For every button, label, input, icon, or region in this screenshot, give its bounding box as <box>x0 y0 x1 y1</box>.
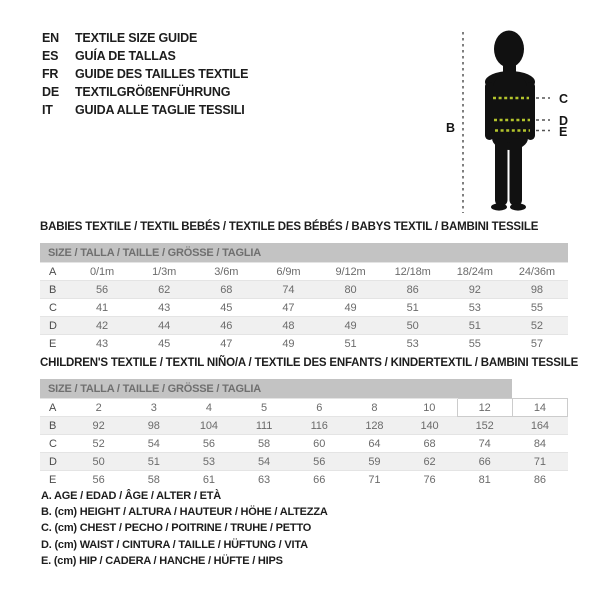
size-cell: 68 <box>195 281 257 299</box>
children-table-header-row <box>40 379 568 399</box>
guide-title-en: TEXTILE SIZE GUIDE <box>75 31 198 45</box>
children-row-C <box>40 435 568 453</box>
lang-row-fr <box>42 65 248 83</box>
size-cell: 1/3m <box>133 263 195 281</box>
lang-code: EN <box>42 31 59 45</box>
size-cell: 71 <box>512 453 567 471</box>
row-label: C <box>40 299 71 317</box>
size-cell: 42 <box>71 317 133 335</box>
size-cell: 10 <box>402 399 457 417</box>
size-cell: 62 <box>402 453 457 471</box>
size-cell: 54 <box>236 453 291 471</box>
size-cell: 56 <box>71 471 126 489</box>
size-header-bar: SIZE / TALLA / TAILLE / GRÖSSE / TAGLIA <box>40 243 568 263</box>
size-cell: 60 <box>292 435 347 453</box>
babies-row-B <box>40 281 568 299</box>
size-cell: 66 <box>457 453 512 471</box>
row-label: B <box>40 417 71 435</box>
size-cell: 58 <box>126 471 181 489</box>
size-cell: 98 <box>506 281 568 299</box>
babies-row-E <box>40 335 568 353</box>
size-cell: 164 <box>512 417 567 435</box>
size-cell: 12/18m <box>382 263 444 281</box>
size-cell: 49 <box>320 299 382 317</box>
size-cell: 76 <box>402 471 457 489</box>
size-cell: 51 <box>444 317 506 335</box>
size-cell: 53 <box>382 335 444 353</box>
size-cell: 81 <box>457 471 512 489</box>
size-cell: 2 <box>71 399 126 417</box>
size-cell: 51 <box>320 335 382 353</box>
size-cell: 24/36m <box>506 263 568 281</box>
language-title-list <box>42 29 248 119</box>
size-cell: 12 <box>457 399 512 417</box>
size-cell: 66 <box>292 471 347 489</box>
lang-row-en <box>42 29 248 47</box>
legend-waist: D. (cm) WAIST / CINTURA / TAILLE / HÜFTUNG / VITA <box>41 538 308 551</box>
size-cell: 52 <box>506 317 568 335</box>
row-label: A <box>40 399 71 417</box>
size-cell: 45 <box>195 299 257 317</box>
size-cell: 57 <box>506 335 568 353</box>
row-label: B <box>40 281 71 299</box>
babies-size-table <box>40 243 568 352</box>
size-cell: 53 <box>181 453 236 471</box>
size-cell: 140 <box>402 417 457 435</box>
size-cell: 5 <box>236 399 291 417</box>
size-cell: 92 <box>71 417 126 435</box>
babies-row-D <box>40 317 568 335</box>
size-cell: 80 <box>320 281 382 299</box>
size-cell: 50 <box>71 453 126 471</box>
lang-code: ES <box>42 49 59 63</box>
size-cell: 0/1m <box>71 263 133 281</box>
size-cell: 48 <box>257 317 319 335</box>
size-cell: 53 <box>444 299 506 317</box>
size-cell: 116 <box>292 417 347 435</box>
lang-code: DE <box>42 85 59 99</box>
guide-title-fr: GUIDE DES TAILLES TEXTILE <box>75 67 249 81</box>
size-cell: 50 <box>382 317 444 335</box>
size-cell: 61 <box>181 471 236 489</box>
size-cell: 41 <box>71 299 133 317</box>
size-cell: 56 <box>181 435 236 453</box>
guide-title-de: TEXTILGRÖßENFÜHRUNG <box>75 85 231 99</box>
size-cell: 55 <box>444 335 506 353</box>
size-cell: 111 <box>236 417 291 435</box>
size-cell: 52 <box>71 435 126 453</box>
size-cell: 14 <box>512 399 567 417</box>
child-silhouette-figure <box>440 8 600 230</box>
size-cell: 98 <box>126 417 181 435</box>
children-table-title: CHILDREN'S TEXTILE / TEXTIL NIÑO/A / TEXTILE DES ENFANTS / KINDERTEXTIL / BAMBINI TESSILE <box>40 357 579 369</box>
babies-row-A <box>40 263 568 281</box>
size-cell: 6 <box>292 399 347 417</box>
size-cell: 9/12m <box>320 263 382 281</box>
size-cell: 45 <box>133 335 195 353</box>
size-cell: 64 <box>347 435 402 453</box>
hip-label: E <box>559 125 568 139</box>
child-silhouette <box>485 31 535 211</box>
size-cell: 43 <box>71 335 133 353</box>
size-cell: 4 <box>181 399 236 417</box>
children-row-A <box>40 399 568 417</box>
row-label: C <box>40 435 71 453</box>
children-row-D <box>40 453 568 471</box>
row-label: D <box>40 453 71 471</box>
size-cell: 104 <box>181 417 236 435</box>
size-cell: 59 <box>347 453 402 471</box>
lang-row-de <box>42 83 248 101</box>
measurement-diagram <box>440 8 600 230</box>
size-cell: 128 <box>347 417 402 435</box>
row-label: D <box>40 317 71 335</box>
size-cell: 74 <box>257 281 319 299</box>
size-cell: 71 <box>347 471 402 489</box>
row-label: A <box>40 263 71 281</box>
babies-table-title: BABIES TEXTILE / TEXTIL BEBÉS / TEXTILE DES BÉBÉS / BABYS TEXTIL / BAMBINI TESSILE <box>40 221 539 233</box>
row-label: E <box>40 335 71 353</box>
legend-age: A. AGE / EDAD / ÂGE / ALTER / ETÀ <box>41 490 222 502</box>
size-cell: 152 <box>457 417 512 435</box>
size-cell: 58 <box>236 435 291 453</box>
size-cell: 47 <box>195 335 257 353</box>
size-cell: 51 <box>382 299 444 317</box>
size-cell: 18/24m <box>444 263 506 281</box>
size-cell: 49 <box>320 317 382 335</box>
legend-height: B. (cm) HEIGHT / ALTURA / HAUTEUR / HÖHE / ALTEZZA <box>41 506 328 519</box>
size-cell: 74 <box>457 435 512 453</box>
legend-hip: E. (cm) HIP / CADERA / HANCHE / HÜFTE / HIPS <box>41 554 283 567</box>
lang-row-es <box>42 47 248 65</box>
size-cell: 86 <box>512 471 567 489</box>
size-cell: 8 <box>347 399 402 417</box>
legend-chest: C. (cm) CHEST / PECHO / POITRINE / TRUHE / PETTO <box>41 522 312 535</box>
guide-title-it: GUIDA ALLE TAGLIE TESSILI <box>75 103 245 117</box>
chest-label: C <box>559 92 569 106</box>
size-cell: 6/9m <box>257 263 319 281</box>
size-cell: 3 <box>126 399 181 417</box>
height-label: B <box>446 121 456 135</box>
size-cell: 44 <box>133 317 195 335</box>
babies-row-C <box>40 299 568 317</box>
size-cell: 84 <box>512 435 567 453</box>
size-cell: 56 <box>71 281 133 299</box>
lang-code: IT <box>42 103 53 117</box>
size-cell: 86 <box>382 281 444 299</box>
row-label: E <box>40 471 71 489</box>
size-cell: 56 <box>292 453 347 471</box>
children-row-B <box>40 417 568 435</box>
children-size-table <box>40 379 568 488</box>
lang-code: FR <box>42 67 59 81</box>
size-cell: 63 <box>236 471 291 489</box>
size-header-bar: SIZE / TALLA / TAILLE / GRÖSSE / TAGLIA <box>40 379 568 399</box>
babies-table-header-row <box>40 243 568 263</box>
children-row-E <box>40 471 568 489</box>
size-cell: 3/6m <box>195 263 257 281</box>
size-cell: 51 <box>126 453 181 471</box>
measurement-legend <box>41 488 328 569</box>
size-cell: 62 <box>133 281 195 299</box>
size-cell: 43 <box>133 299 195 317</box>
size-cell: 68 <box>402 435 457 453</box>
size-cell: 46 <box>195 317 257 335</box>
size-cell: 47 <box>257 299 319 317</box>
size-cell: 55 <box>506 299 568 317</box>
guide-title-es: GUÍA DE TALLAS <box>75 49 176 63</box>
waist-label: D <box>559 114 569 128</box>
size-cell: 54 <box>126 435 181 453</box>
size-cell: 92 <box>444 281 506 299</box>
lang-row-it <box>42 101 248 119</box>
size-cell: 49 <box>257 335 319 353</box>
